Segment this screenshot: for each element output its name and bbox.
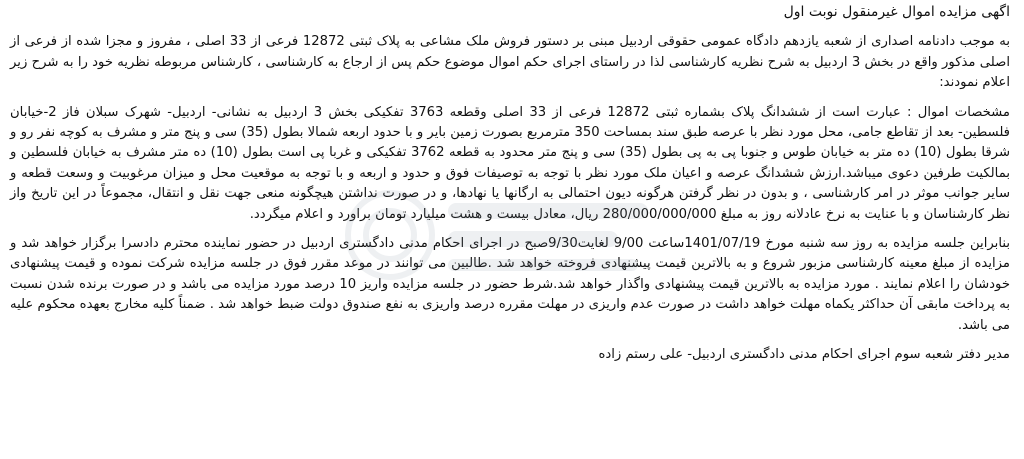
notice-document: [10, 2, 1010, 375]
notice-paragraph-intro: به موجب دادنامه اصداری از شعبه یازدهم دادگاه عمومی حقوقی اردبیل مبنی بر دستور فروش ملک مشاعی به پلاک ثبتی 12872 فرعی از 33 اصلی ، مفروز و مجزا شده از فرعی از اصلی مذکور واقع در بخش 3 اردبیل به شرح نظریه کارشناسی لذا در راستای اجرای حکم اموال موضوع حکم پس از ارجاع به کارشناسی ، کارشناس مربوطه نظریه خود را به شرح زیر اعلام نمودند:: [10, 34, 1011, 91]
notice-paragraph-auction-terms: بنابراین جلسه مزایده به روز سه شنبه مورخ 1401/07/19ساعت 9/00 لغایت9/30صبح در اجرای احکام مدنی دادگستری اردبیل در حضور نماینده محترم دادسرا برگزار خواهد شد و مزایده از مبلغ معینه کارشناسی مزبور شروع و به بالاترین قیمت پیشنهادی فروخته خواهد شد .طالبین می توانند در موعد مقرر فوق در جلسه مزایده شرکت نموده و قیمت پیشنهادی خودشان را اعلام نمایند . مورد مزایده به بالاترین قیمت پیشنهادی واگذار خواهد شد.شرط حضور در جلسه مزایده واریز 10 درصد مورد مزایده می باشد و در صورت برنده شدن نسبت به پرداخت مابقی آن حداکثر یکماه مهلت خواهد داشت در صورت عدم واریزی در مهلت مقرره درصد واریزی به نفع صندوق دولت ضبط خواهد شد . ضمناً کلیه مخارج بعهده محکوم علیه می باشد.: [10, 236, 1011, 333]
notice-signature: مدیر دفتر شعبه سوم اجرای احکام مدنی دادگستری اردبیل- علی رستم زاده: [598, 347, 1010, 363]
notice-paragraph-property-details: مشخصات اموال : عبارت است از ششدانگ پلاک بشماره ثبتی 12872 فرعی از 33 اصلی وقطعه 3763 تفکیکی بخش 3 اردبیل به نشانی- اردبیل- شهرک سبلان فاز 2-خیابان فلسطین- بعد از تقاطع جامی، محل مورد نظر با عرصه طبق سند بمساحت 350 مترمربع بصورت زمین بایر و با حدود اربعه شمالا بطول (35) سی و پنج متر و مشرف به کوچه نفر رو و شرقا بطول (10) ده متر به خیابان طوس و جنوبا پی به پی بطول (35) سی و پنج متر محدود به قطعه 3762 تفکیکی و غربا پی است بطول (10) ده متر مشرف به خیابان فلسطین و بمالکیت طرفین دعوی میباشد.ارزش ششدانگ عرصه و اعیان ملک مورد نظر با توجه به توصیفات فوق و حدود و اربعه و با توجه به موقعیت محل و میزان مرغوبیت و وسعت قطعه و سایر جوانب موثر در امر کارشناسی ، و بدون در نظر گرفتن هرگونه دیون احتمالی به ارگانها یا نهادها، و در صورت نداشتن هیچگونه منعی جهت نقل و انتقال، مجموعاً در این تاریخ واز نظر کارشناسان و با عنایت به نرخ عادلانه روز به مبلغ 280/000/000/000 ریال، معادل بیست و هشت میلیارد تومان براورد و اعلام میگردد.: [10, 104, 1011, 222]
notice-title: اگهی مزایده اموال غیرمنقول نوبت اول: [783, 4, 1010, 20]
